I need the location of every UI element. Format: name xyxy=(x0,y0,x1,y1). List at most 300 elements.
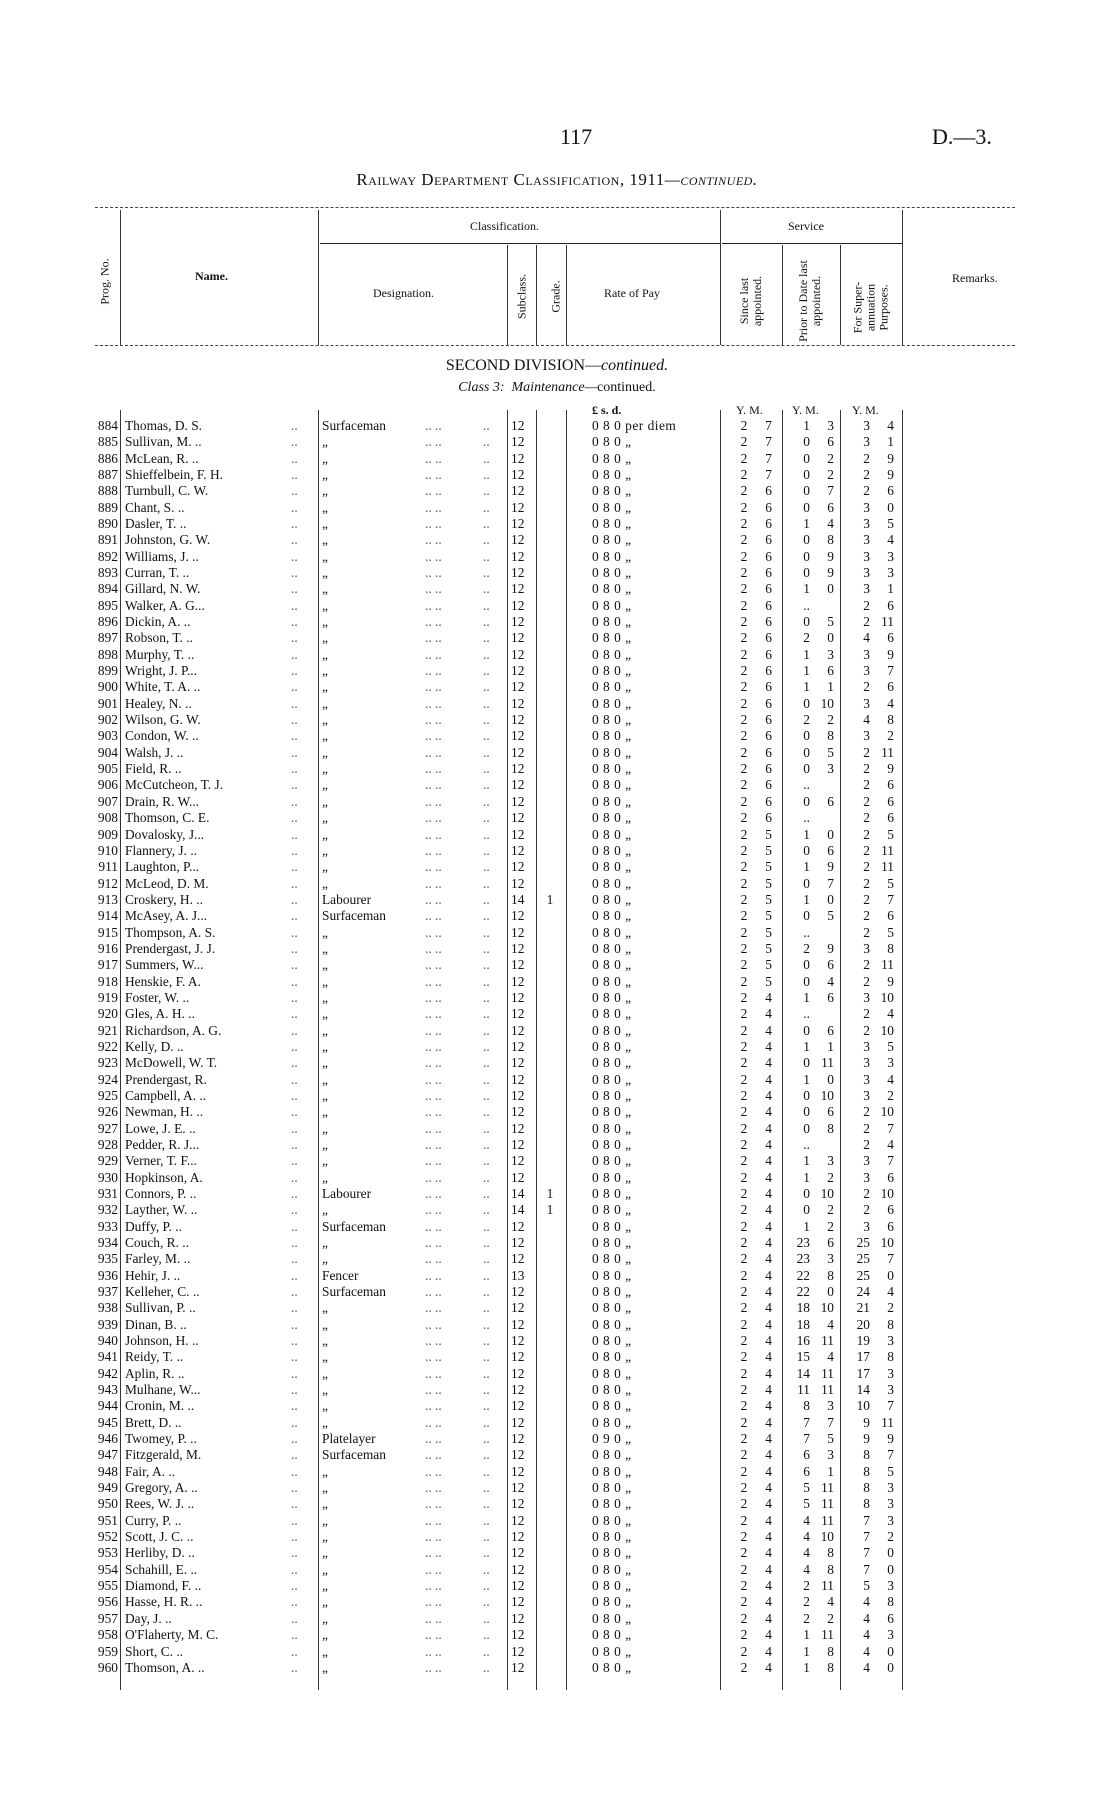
prior-months: 2 xyxy=(827,1218,834,1234)
table-row xyxy=(0,859,1114,875)
employee-name: Sullivan, P. .. xyxy=(125,1300,196,1316)
leader-dots: .. xyxy=(291,1463,298,1479)
table-row xyxy=(0,679,1114,695)
super-years: 3 xyxy=(863,728,870,744)
header-divider xyxy=(318,210,319,345)
since-years: 2 xyxy=(740,1627,748,1643)
designation: Surfaceman xyxy=(322,418,386,433)
employee-name: Reidy, T. .. xyxy=(125,1349,184,1365)
leader-dots: .. .. xyxy=(425,1643,442,1659)
prior-months: 2 xyxy=(827,1169,834,1185)
prog-no: 905 xyxy=(97,761,118,777)
prior-years: 1 xyxy=(803,1071,810,1087)
prior-years: 5 xyxy=(803,1496,810,1512)
prog-no: 887 xyxy=(97,467,118,483)
prog-no: 930 xyxy=(97,1169,118,1185)
subclass: 12 xyxy=(511,597,525,613)
since-years: 2 xyxy=(740,777,748,793)
since-years: 2 xyxy=(740,1398,748,1414)
subclass: 12 xyxy=(511,1594,525,1610)
super-years: 2 xyxy=(863,924,870,940)
employee-name: Henskie, F. A. xyxy=(125,973,201,989)
subclass: 12 xyxy=(511,1545,525,1561)
leader-dots: .. xyxy=(483,1006,490,1022)
since-months: 4 xyxy=(765,1202,772,1218)
leader-dots: .. .. xyxy=(425,875,442,891)
prior-years: 1 xyxy=(803,989,810,1005)
rate-of-pay: 0 8 0 „ xyxy=(592,842,632,858)
super-years: 2 xyxy=(863,826,870,842)
since-months: 4 xyxy=(765,1447,772,1463)
table-row xyxy=(0,1611,1114,1627)
super-months: 6 xyxy=(887,1218,894,1234)
designation: „ xyxy=(322,1316,328,1332)
table-row xyxy=(0,990,1114,1006)
prior-months: 8 xyxy=(827,532,834,548)
employee-name: Aplin, R. .. xyxy=(125,1365,185,1381)
leader-dots: .. xyxy=(483,1333,490,1349)
since-months: 4 xyxy=(765,1104,772,1120)
super-years: 4 xyxy=(863,1594,870,1610)
prior-years: 0 xyxy=(803,695,810,711)
prog-no: 890 xyxy=(97,516,118,532)
prior-months: 2 xyxy=(827,712,834,728)
rate-of-pay: 0 8 0 „ xyxy=(592,1627,632,1643)
prior-years: 0 xyxy=(803,434,810,450)
super-months: 0 xyxy=(887,1659,894,1675)
super-months: 3 xyxy=(887,1333,894,1349)
employee-name: Healey, N. .. xyxy=(125,695,192,711)
leader-dots: .. .. xyxy=(425,450,442,466)
since-months: 6 xyxy=(765,516,772,532)
super-months: 9 xyxy=(887,1431,894,1447)
prog-no: 954 xyxy=(97,1561,118,1577)
since-months: 6 xyxy=(765,483,772,499)
rate-of-pay: 0 8 0 „ xyxy=(592,679,632,695)
designation: „ xyxy=(322,1087,328,1103)
leader-dots: .. xyxy=(291,1267,298,1283)
leader-dots: .. xyxy=(483,1169,490,1185)
col-rate-of-pay: Rate of Pay xyxy=(604,286,660,300)
super-years: 7 xyxy=(863,1545,870,1561)
since-months: 4 xyxy=(765,989,772,1005)
super-months: 10 xyxy=(880,1185,894,1201)
super-years: 19 xyxy=(856,1333,870,1349)
prior-months: 0 xyxy=(827,826,834,842)
designation: „ xyxy=(322,712,328,728)
leader-dots: .. xyxy=(483,548,490,564)
subclass: 12 xyxy=(511,1529,525,1545)
leader-dots: .. xyxy=(291,1169,298,1185)
employee-name: Twomey, P. .. xyxy=(125,1431,197,1447)
prog-no: 960 xyxy=(97,1659,118,1675)
prior-years: 0 xyxy=(803,1022,810,1038)
prior-years: 2 xyxy=(803,940,810,956)
prog-no: 893 xyxy=(97,565,118,581)
since-years: 2 xyxy=(740,597,748,613)
designation: „ xyxy=(322,565,328,581)
table-row xyxy=(0,630,1114,646)
table-row xyxy=(0,1627,1114,1643)
designation: „ xyxy=(322,728,328,744)
super-years: 2 xyxy=(863,957,870,973)
leader-dots: .. .. xyxy=(425,924,442,940)
leader-dots: .. xyxy=(291,1365,298,1381)
rate-of-pay: 0 8 0 „ xyxy=(592,1496,632,1512)
leader-dots: .. .. xyxy=(425,581,442,597)
leader-dots: .. .. xyxy=(425,1659,442,1675)
prog-no: 884 xyxy=(97,418,118,433)
leader-dots: .. xyxy=(291,989,298,1005)
super-years: 2 xyxy=(863,483,870,499)
designation: „ xyxy=(322,1169,328,1185)
prog-no: 922 xyxy=(97,1038,118,1054)
since-months: 5 xyxy=(765,859,772,875)
since-months: 4 xyxy=(765,1235,772,1250)
since-years: 2 xyxy=(740,1120,748,1136)
super-years: 2 xyxy=(863,614,870,630)
since-years: 2 xyxy=(740,679,748,695)
leader-dots: .. xyxy=(483,1300,490,1316)
super-years: 3 xyxy=(863,532,870,548)
leader-dots: .. .. xyxy=(425,1496,442,1512)
since-years: 2 xyxy=(740,1333,748,1349)
employee-name: Dovalosky, J... xyxy=(125,826,205,842)
prog-no: 949 xyxy=(97,1480,118,1496)
subclass: 12 xyxy=(511,1284,525,1300)
table-row xyxy=(0,1431,1114,1447)
super-years: 3 xyxy=(863,581,870,597)
since-months: 4 xyxy=(765,1643,772,1659)
prior-months: 3 xyxy=(827,1447,834,1463)
leader-dots: .. xyxy=(291,1038,298,1054)
employee-name: Brett, D. .. xyxy=(125,1414,182,1430)
subclass: 12 xyxy=(511,1333,525,1349)
prog-no: 928 xyxy=(97,1136,118,1152)
col-prior-to-date: Prior to Date last appointed. xyxy=(796,260,823,342)
leader-dots: .. xyxy=(483,1120,490,1136)
leader-dots: .. xyxy=(483,630,490,646)
leader-dots: .. xyxy=(291,1153,298,1169)
rate-of-pay: 0 8 0 „ xyxy=(592,793,632,809)
rate-of-pay: 0 8 0 „ xyxy=(592,467,632,483)
super-years: 3 xyxy=(863,499,870,515)
prior-months: 3 xyxy=(827,646,834,662)
rate-of-pay: 0 8 0 „ xyxy=(592,1382,632,1398)
since-months: 6 xyxy=(765,777,772,793)
rate-of-pay: 0 9 0 „ xyxy=(592,1431,632,1447)
since-months: 4 xyxy=(765,1169,772,1185)
since-months: 6 xyxy=(765,679,772,695)
leader-dots: .. xyxy=(291,1006,298,1022)
leader-dots: .. .. xyxy=(425,548,442,564)
leader-dots: .. xyxy=(291,1561,298,1577)
leader-dots: .. .. xyxy=(425,483,442,499)
super-months: 6 xyxy=(887,1202,894,1218)
leader-dots: .. xyxy=(291,565,298,581)
prior-months: 11 xyxy=(821,1627,834,1643)
table-row xyxy=(0,1251,1114,1267)
leader-dots: .. .. xyxy=(425,434,442,450)
super-months: 0 xyxy=(887,1643,894,1659)
since-months: 4 xyxy=(765,1512,772,1528)
since-years: 2 xyxy=(740,826,748,842)
prog-no: 913 xyxy=(97,891,118,907)
leader-dots: .. xyxy=(483,1235,490,1250)
rate-of-pay: 0 8 0 „ xyxy=(592,1218,632,1234)
subclass: 12 xyxy=(511,450,525,466)
subclass: 12 xyxy=(511,1218,525,1234)
employee-name: McAsey, A. J... xyxy=(125,908,208,924)
prior-months: 1 xyxy=(827,1463,834,1479)
super-years: 24 xyxy=(856,1284,870,1300)
subclass: 12 xyxy=(511,1382,525,1398)
leader-dots: .. .. xyxy=(425,728,442,744)
prior-years: 16 xyxy=(796,1333,810,1349)
designation: „ xyxy=(322,875,328,891)
leader-dots: .. xyxy=(483,1627,490,1643)
since-months: 4 xyxy=(765,1463,772,1479)
since-months: 4 xyxy=(765,1038,772,1054)
table-row xyxy=(0,467,1114,483)
employee-name: White, T. A. .. xyxy=(125,679,201,695)
prog-no: 933 xyxy=(97,1218,118,1234)
since-years: 2 xyxy=(740,1512,748,1528)
since-years: 2 xyxy=(740,728,748,744)
prior-months: 6 xyxy=(827,1104,834,1120)
prior-years: 2 xyxy=(803,1594,810,1610)
super-years: 8 xyxy=(863,1496,870,1512)
prior-months: 6 xyxy=(827,434,834,450)
prog-no: 950 xyxy=(97,1496,118,1512)
employee-name: Johnston, G. W. xyxy=(125,532,211,548)
designation: „ xyxy=(322,483,328,499)
leader-dots: .. xyxy=(483,810,490,826)
super-years: 3 xyxy=(863,565,870,581)
super-months: 8 xyxy=(887,1316,894,1332)
prior-years: 0 xyxy=(803,761,810,777)
leader-dots: .. .. xyxy=(425,1153,442,1169)
leader-dots: .. .. xyxy=(425,1087,442,1103)
prior-years: 18 xyxy=(796,1300,810,1316)
super-months: 3 xyxy=(887,1382,894,1398)
prior-months: 3 xyxy=(827,761,834,777)
leader-dots: .. xyxy=(291,630,298,646)
since-years: 2 xyxy=(740,1202,748,1218)
super-years: 3 xyxy=(863,434,870,450)
subclass: 12 xyxy=(511,875,525,891)
since-months: 4 xyxy=(765,1610,772,1626)
leader-dots: .. xyxy=(291,1316,298,1332)
prog-no: 900 xyxy=(97,679,118,695)
rate-of-pay: 0 8 0 „ xyxy=(592,483,632,499)
prog-no: 908 xyxy=(97,810,118,826)
leader-dots: .. xyxy=(483,1529,490,1545)
super-months: 7 xyxy=(887,891,894,907)
rate-of-pay: 0 8 0 „ xyxy=(592,908,632,924)
subclass: 12 xyxy=(511,793,525,809)
prog-no: 935 xyxy=(97,1251,118,1267)
leader-dots: .. xyxy=(291,1545,298,1561)
super-months: 7 xyxy=(887,1120,894,1136)
leader-dots: .. xyxy=(483,663,490,679)
prior-years: 1 xyxy=(803,859,810,875)
table-row xyxy=(0,908,1114,924)
since-years: 2 xyxy=(740,744,748,760)
rate-of-pay: 0 8 0 „ xyxy=(592,565,632,581)
prior-years: 0 xyxy=(803,450,810,466)
designation: „ xyxy=(322,1349,328,1365)
rate-of-pay: 0 8 0 „ xyxy=(592,1185,632,1201)
leader-dots: .. xyxy=(291,1251,298,1267)
since-months: 4 xyxy=(765,1300,772,1316)
leader-dots: .. .. xyxy=(425,565,442,581)
prior-years: 0 xyxy=(803,532,810,548)
super-years: 4 xyxy=(863,712,870,728)
prior-years: 8 xyxy=(803,1398,810,1414)
super-years: 2 xyxy=(863,1120,870,1136)
subclass: 12 xyxy=(511,581,525,597)
prog-no: 911 xyxy=(98,859,118,875)
document-code: D.—3. xyxy=(932,124,992,149)
designation: „ xyxy=(322,1643,328,1659)
leader-dots: .. xyxy=(291,728,298,744)
subclass: 12 xyxy=(511,761,525,777)
since-years: 2 xyxy=(740,630,748,646)
leader-dots: .. xyxy=(483,1561,490,1577)
since-years: 2 xyxy=(740,924,748,940)
prior-months: 0 xyxy=(827,1284,834,1300)
designation: „ xyxy=(322,1120,328,1136)
leader-dots: .. .. xyxy=(425,1627,442,1643)
super-years: 2 xyxy=(863,842,870,858)
since-years: 2 xyxy=(740,418,748,433)
designation: Surfaceman xyxy=(322,1284,386,1300)
super-months: 4 xyxy=(887,1071,894,1087)
table-row xyxy=(0,1529,1114,1545)
prior-years: 1 xyxy=(803,1153,810,1169)
prior-years: 18 xyxy=(796,1316,810,1332)
employee-name: Dickin, A. .. xyxy=(125,614,191,630)
since-months: 4 xyxy=(765,1431,772,1447)
leader-dots: .. xyxy=(291,1071,298,1087)
designation: „ xyxy=(322,761,328,777)
table-row xyxy=(0,663,1114,679)
super-months: 5 xyxy=(887,1038,894,1054)
prior-months: 9 xyxy=(827,565,834,581)
employee-name: Gillard, N. W. xyxy=(125,581,201,597)
super-months: 2 xyxy=(887,1087,894,1103)
leader-dots: .. xyxy=(291,1185,298,1201)
prior-months: 8 xyxy=(827,1561,834,1577)
leader-dots: .. xyxy=(483,1284,490,1300)
table-row xyxy=(0,1137,1114,1153)
super-months: 11 xyxy=(881,859,894,875)
prior-years: 0 xyxy=(803,1120,810,1136)
leader-dots: .. .. xyxy=(425,1006,442,1022)
prior-months: 6 xyxy=(827,957,834,973)
prior-months: 7 xyxy=(827,875,834,891)
rate-of-pay: 0 8 0 „ xyxy=(592,777,632,793)
since-months: 6 xyxy=(765,761,772,777)
leader-dots: .. xyxy=(483,418,490,433)
designation: „ xyxy=(322,630,328,646)
since-years: 2 xyxy=(740,1267,748,1283)
since-months: 6 xyxy=(765,614,772,630)
prior-years: 0 xyxy=(803,728,810,744)
super-months: 5 xyxy=(887,924,894,940)
page-title-text: Railway Department Classification, 1911 xyxy=(356,170,665,189)
super-months: 5 xyxy=(887,875,894,891)
subclass: 12 xyxy=(511,1512,525,1528)
rate-of-pay: 0 8 0 „ xyxy=(592,1169,632,1185)
since-years: 2 xyxy=(740,1218,748,1234)
super-months: 9 xyxy=(887,973,894,989)
leader-dots: .. xyxy=(291,1659,298,1675)
subclass: 12 xyxy=(511,1480,525,1496)
leader-dots: .. xyxy=(483,1218,490,1234)
employee-name: Prendergast, J. J. xyxy=(125,940,216,956)
rate-of-pay: 0 8 0 „ xyxy=(592,532,632,548)
designation: „ xyxy=(322,826,328,842)
rate-of-pay: 0 8 0 „ xyxy=(592,1316,632,1332)
leader-dots: .. xyxy=(291,1414,298,1430)
since-years: 2 xyxy=(740,434,748,450)
leader-dots: .. xyxy=(291,1643,298,1659)
leader-dots: .. .. xyxy=(425,1561,442,1577)
leader-dots: .. .. xyxy=(425,1071,442,1087)
super-years: 2 xyxy=(863,1185,870,1201)
class-name: Maintenance— xyxy=(511,380,598,395)
employee-name: Thomson, A. .. xyxy=(125,1659,205,1675)
since-years: 2 xyxy=(740,891,748,907)
since-months: 5 xyxy=(765,940,772,956)
since-months: 4 xyxy=(765,1365,772,1381)
leader-dots: .. xyxy=(291,1480,298,1496)
leader-dots: .. .. xyxy=(425,777,442,793)
table-row xyxy=(0,500,1114,516)
subclass: 12 xyxy=(511,1055,525,1071)
leader-dots: .. xyxy=(483,1267,490,1283)
table-row xyxy=(0,1088,1114,1104)
prior-months: 10 xyxy=(820,695,834,711)
prior-months: 8 xyxy=(827,1659,834,1675)
leader-dots: .. .. xyxy=(425,1480,442,1496)
employee-name: Short, C. .. xyxy=(125,1643,184,1659)
super-months: 0 xyxy=(887,499,894,515)
prior-years: 2 xyxy=(803,1610,810,1626)
prog-no: 907 xyxy=(97,793,118,809)
leader-dots: .. xyxy=(291,777,298,793)
leader-dots: .. xyxy=(291,1202,298,1218)
since-years: 2 xyxy=(740,614,748,630)
table-row xyxy=(0,1415,1114,1431)
designation: „ xyxy=(322,793,328,809)
table-row xyxy=(0,647,1114,663)
prior-years: 23 xyxy=(796,1251,810,1267)
table-row xyxy=(0,810,1114,826)
designation: „ xyxy=(322,597,328,613)
since-years: 2 xyxy=(740,1316,748,1332)
prog-no: 939 xyxy=(97,1316,118,1332)
designation: „ xyxy=(322,679,328,695)
super-months: 6 xyxy=(887,908,894,924)
leader-dots: .. .. xyxy=(425,1284,442,1300)
prior-months: 3 xyxy=(827,418,834,433)
super-months: 4 xyxy=(887,1284,894,1300)
table-row xyxy=(0,1300,1114,1316)
prior-months: 8 xyxy=(827,728,834,744)
